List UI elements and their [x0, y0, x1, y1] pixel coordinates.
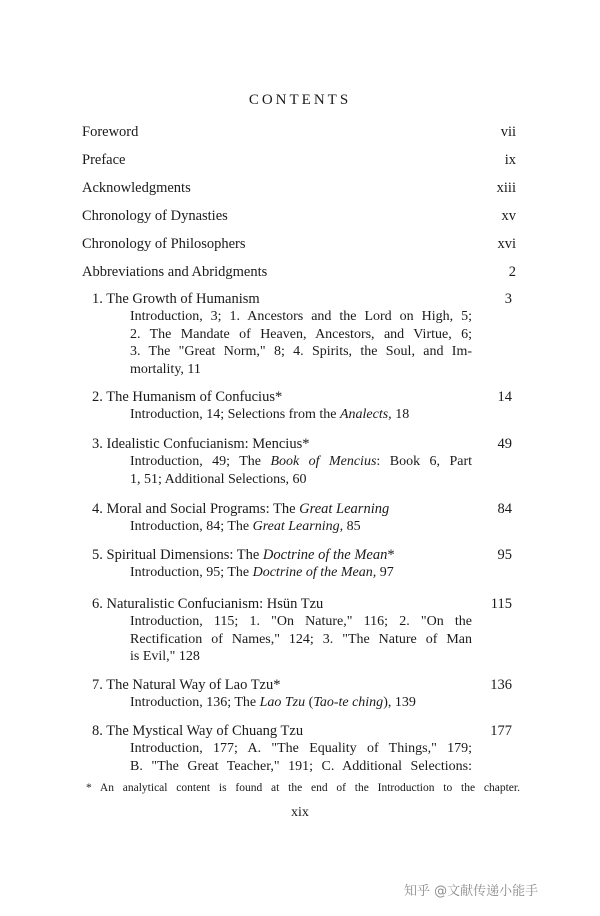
- chapter-entry: [92, 676, 512, 712]
- toc-entry-page: vii: [500, 124, 516, 140]
- chapter-entry: [92, 722, 512, 775]
- chapter-contents: [130, 518, 472, 536]
- chapter-page: 177: [490, 723, 512, 739]
- chapter-title: 1. The Growth of Humanism: [92, 291, 260, 307]
- chapter-contents-line: B. "The Great Teacher," 191; C. Additional Selections:: [130, 758, 472, 774]
- page-title: CONTENTS: [248, 92, 352, 108]
- chapter-title: 5. Spiritual Dimensions: The Doctrine of the Mean*: [92, 547, 395, 563]
- toc-entry-title: Abbreviations and Abridgments: [82, 264, 268, 280]
- watermark: 知乎 @文献传递小能手: [404, 884, 539, 899]
- chapter-page: 14: [497, 389, 512, 405]
- toc-entry-title: Chronology of Dynasties: [82, 208, 228, 224]
- chapter-heading: [92, 676, 512, 694]
- chapter-heading: [92, 290, 512, 308]
- chapter-page: 3: [504, 291, 512, 307]
- chapter-heading: [92, 595, 512, 613]
- chapter-title: 2. The Humanism of Confucius*: [92, 389, 283, 405]
- chapter-contents: [130, 740, 472, 775]
- chapter-contents: [130, 406, 472, 424]
- chapter-title: 3. Idealistic Confucianism: Mencius*: [92, 436, 310, 452]
- chapter-contents-line: mortality, 11: [130, 361, 201, 377]
- chapter-contents: [130, 613, 472, 666]
- toc-entry-title: Foreword: [82, 124, 139, 140]
- chapter-title: 8. The Mystical Way of Chuang Tzu: [92, 723, 304, 739]
- toc-entry-page: ix: [504, 152, 516, 168]
- chapter-heading: [92, 722, 512, 740]
- chapter-contents-line: Rectification of Names," 124; 3. "The Nature of Man: [130, 631, 472, 647]
- chapter-entry: [92, 435, 512, 488]
- toc-entry-title: Acknowledgments: [82, 180, 191, 196]
- chapter-entry: [92, 290, 512, 378]
- footnote: * An analytical content is found at the end of the Introduction to the chapter.: [86, 782, 520, 794]
- toc-entry-page: xvi: [497, 236, 516, 252]
- chapter-contents-line: Introduction, 3; 1. Ancestors and the Lord on High, 5;: [130, 309, 472, 324]
- chapter-contents-line: Introduction, 95; The Doctrine of the Mean, 97: [130, 565, 394, 580]
- chapter-contents: [130, 694, 472, 712]
- chapter-contents-line: 2. The Mandate of Heaven, Ancestors, and Virtue, 6;: [130, 326, 472, 342]
- toc-entry-page: xv: [501, 208, 516, 224]
- chapter-page: 136: [490, 677, 512, 693]
- toc-entry-title: Chronology of Philosophers: [82, 236, 246, 252]
- chapter-contents-line: Introduction, 84; The Great Learning, 85: [130, 519, 361, 534]
- chapter-page: 115: [490, 596, 512, 612]
- toc-entry-page: 2: [508, 264, 516, 280]
- chapter-contents-line: Introduction, 115; 1. "On Nature," 116; 2. "On the: [130, 614, 472, 629]
- toc-entry-title: Preface: [82, 152, 126, 168]
- toc-entry-page: xiii: [496, 180, 516, 196]
- chapter-contents-line: is Evil," 128: [130, 649, 200, 664]
- chapter-page: 84: [497, 501, 512, 517]
- chapter-entry: [92, 595, 512, 666]
- chapter-heading: [92, 546, 512, 564]
- chapter-contents-line: 1, 51; Additional Selections, 60: [130, 471, 307, 487]
- chapter-contents: [130, 453, 472, 488]
- chapter-entry: [92, 500, 512, 536]
- chapter-contents-line: Introduction, 49; The Book of Mencius: Book 6, Part: [130, 454, 473, 469]
- chapter-title: 7. The Natural Way of Lao Tzu*: [92, 677, 281, 693]
- chapter-entry: [92, 388, 512, 424]
- chapter-title: 6. Naturalistic Confucianism: Hsün Tzu: [92, 596, 324, 612]
- chapter-page: 49: [497, 436, 512, 452]
- chapter-title: 4. Moral and Social Programs: The Great Learning: [92, 501, 390, 517]
- chapter-contents-line: Introduction, 136; The Lao Tzu (Tao-te ching), 139: [130, 695, 416, 710]
- chapter-contents-line: Introduction, 14; Selections from the Analects, 18: [130, 407, 410, 422]
- chapter-contents: [130, 564, 472, 582]
- chapter-heading: [92, 388, 512, 406]
- page-number: xix: [291, 805, 309, 820]
- chapter-contents-line: 3. The "Great Norm," 8; 4. Spirits, the Soul, and Im-: [130, 344, 472, 359]
- chapter-heading: [92, 435, 512, 453]
- chapter-contents: [130, 308, 472, 378]
- chapter-contents-line: Introduction, 177; A. "The Equality of Things," 179;: [130, 741, 472, 756]
- chapter-entry: [92, 546, 512, 582]
- chapter-heading: [92, 500, 512, 518]
- chapter-page: 95: [497, 547, 512, 563]
